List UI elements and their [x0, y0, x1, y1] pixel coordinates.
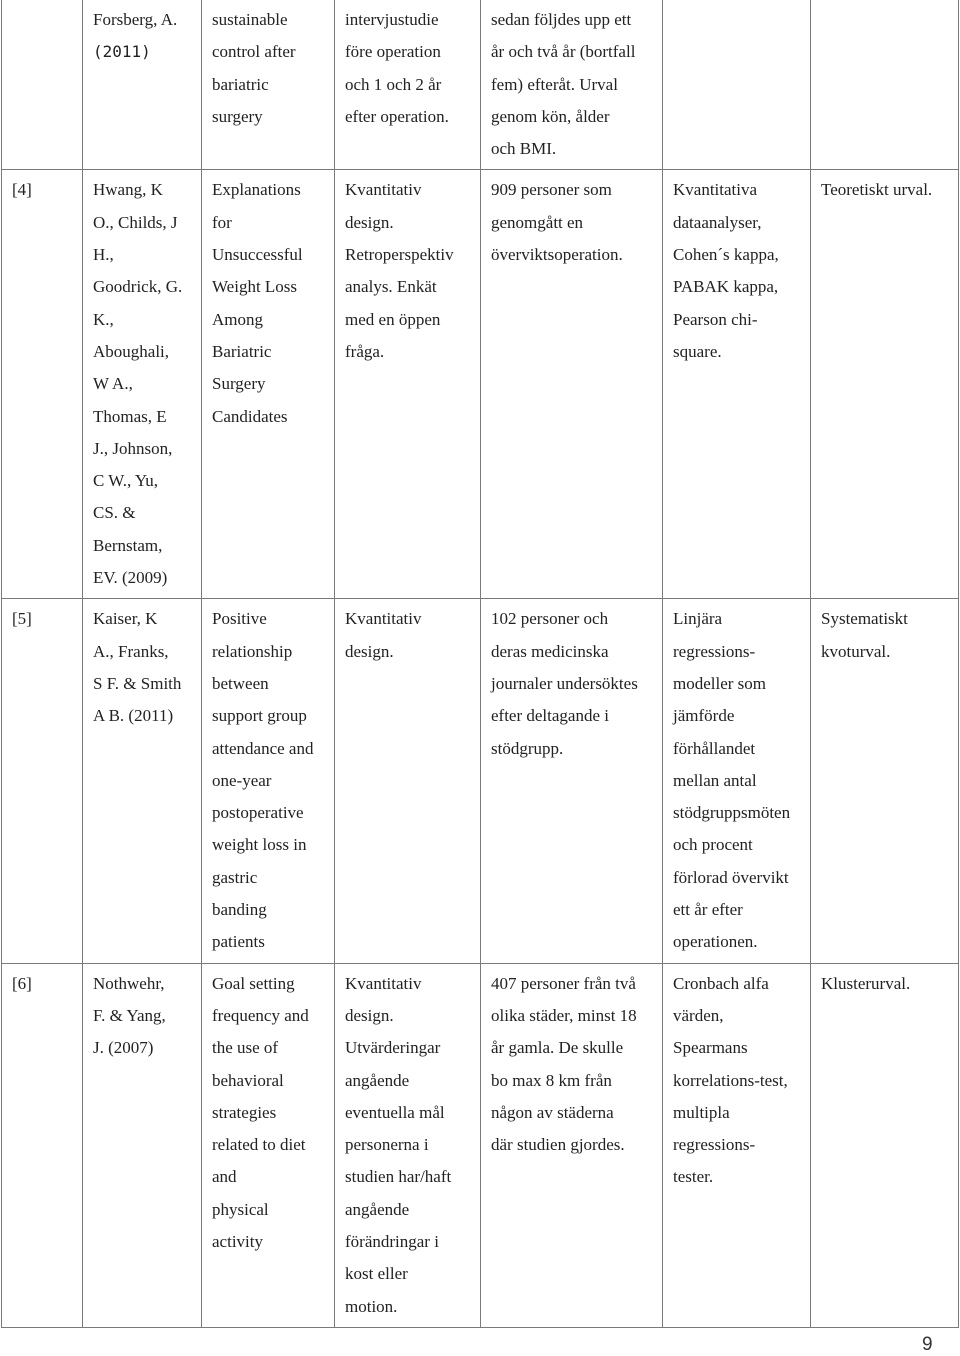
- cell-line: [5]: [12, 609, 32, 629]
- cell-line: attendance and: [212, 738, 314, 758]
- cell-line: design.: [345, 1005, 394, 1025]
- cell-line: operationen.: [673, 932, 758, 952]
- cell-line: Retroperspektiv: [345, 245, 454, 265]
- cell-line: A B. (2011): [93, 706, 174, 726]
- cell-line: mellan antal: [673, 770, 757, 790]
- cell-line: behavioral: [212, 1070, 284, 1090]
- cell-line: [4]: [12, 180, 32, 200]
- cell-line: Candidates: [212, 406, 288, 426]
- cell-line: C W., Yu,: [93, 471, 159, 491]
- cell-line: W A.,: [93, 374, 133, 394]
- cell-line: Kvantitativ: [345, 180, 422, 200]
- cell-line: PABAK kappa,: [673, 277, 779, 297]
- table-cell-sampling: [811, 599, 959, 963]
- cell-line: frequency and: [212, 1005, 309, 1025]
- cell-line: Explanations: [212, 180, 301, 200]
- cell-line: sedan följdes upp ett: [491, 10, 632, 29]
- cell-line: postoperative: [212, 803, 304, 823]
- cell-line: control after: [212, 42, 296, 62]
- cell-line: K.,: [93, 309, 114, 329]
- cell-line: stödgruppsmöten: [673, 803, 791, 823]
- cell-line: analys. Enkät: [345, 277, 437, 297]
- cell-line: motion.: [345, 1296, 398, 1316]
- table-cell-authors: [83, 170, 202, 599]
- cell-line: tester.: [673, 1167, 714, 1187]
- cell-line: O., Childs, J: [93, 212, 178, 232]
- cell-line: (2011): [93, 42, 151, 62]
- cell-line: Aboughali,: [93, 341, 170, 361]
- cell-line: fem) efteråt. Urval: [491, 74, 618, 94]
- cell-line: efter deltagande i: [491, 706, 609, 726]
- cell-line: år gamla. De skulle: [491, 1038, 624, 1058]
- literature-table-body: [2, 0, 959, 1327]
- table-cell-sample: [481, 0, 663, 170]
- cell-line: och BMI.: [491, 139, 557, 159]
- cell-line: värden,: [673, 1005, 724, 1025]
- cell-line: F. & Yang,: [93, 1005, 166, 1025]
- cell-line: strategies: [212, 1102, 277, 1122]
- table-cell-method: [335, 599, 481, 963]
- cell-line: år och två år (bortfall: [491, 42, 636, 62]
- table-cell-method: [335, 963, 481, 1327]
- table-cell-sampling: [811, 963, 959, 1327]
- cell-line: Teoretiskt urval.: [821, 180, 933, 200]
- cell-line: gastric: [212, 867, 258, 887]
- cell-line: Utvärderingar: [345, 1038, 441, 1058]
- table-cell-analysis: [663, 599, 811, 963]
- cell-line: Linjära: [673, 609, 723, 629]
- cell-line: genom kön, ålder: [491, 106, 610, 126]
- cell-line: eventuella mål: [345, 1102, 445, 1122]
- cell-line: förändringar i: [345, 1231, 439, 1251]
- cell-line: modeller som: [673, 673, 767, 693]
- table-row: [2, 599, 959, 963]
- cell-line: deras medicinska: [491, 641, 609, 661]
- table-cell-sample: [481, 170, 663, 599]
- table-cell-title: [202, 0, 335, 170]
- table-cell-sample: [481, 599, 663, 963]
- cell-line: design.: [345, 641, 394, 661]
- cell-line: square.: [673, 341, 722, 361]
- table-cell-method: [335, 0, 481, 170]
- cell-line: 909 personer som: [491, 180, 612, 200]
- cell-line: S F. & Smith: [93, 673, 182, 693]
- cell-line: förlorad övervikt: [673, 867, 789, 887]
- cell-line: förhållandet: [673, 738, 756, 758]
- cell-line: patients: [212, 932, 265, 952]
- cell-line: efter operation.: [345, 106, 449, 126]
- cell-line: related to diet: [212, 1135, 306, 1155]
- table-cell-analysis: [663, 0, 811, 170]
- cell-line: regressions-: [673, 641, 756, 661]
- cell-line: intervjustudie: [345, 10, 439, 29]
- table-cell-analysis: [663, 170, 811, 599]
- cell-line: Hwang, K: [93, 180, 163, 200]
- cell-line: angående: [345, 1199, 410, 1219]
- cell-line: 407 personer från två: [491, 973, 636, 993]
- cell-line: personerna i: [345, 1135, 429, 1155]
- cell-line: Klusterurval.: [821, 973, 911, 993]
- cell-line: någon av städerna: [491, 1102, 614, 1122]
- cell-line: activity: [212, 1231, 263, 1251]
- cell-line: studien har/haft: [345, 1167, 452, 1187]
- cell-line: Spearmans: [673, 1038, 748, 1058]
- cell-line: fråga.: [345, 341, 385, 361]
- cell-line: Kvantitativa: [673, 180, 758, 200]
- cell-line: jämförde: [673, 706, 735, 726]
- cell-line: support group: [212, 706, 307, 726]
- cell-line: före operation: [345, 42, 441, 62]
- cell-line: genomgått en: [491, 212, 584, 232]
- cell-line: kost eller: [345, 1264, 408, 1284]
- cell-line: Cronbach alfa: [673, 973, 769, 993]
- table-cell-title: [202, 170, 335, 599]
- table-cell-ref-number: [2, 599, 83, 963]
- table-cell-analysis: [663, 963, 811, 1327]
- cell-line: weight loss in: [212, 835, 307, 855]
- cell-line: och 1 och 2 år: [345, 74, 442, 94]
- cell-line: Systematiskt: [821, 609, 908, 629]
- table-row: [2, 963, 959, 1327]
- cell-line: for: [212, 212, 232, 232]
- cell-line: journaler undersöktes: [491, 673, 638, 693]
- cell-line: J., Johnson,: [93, 438, 173, 458]
- cell-line: med en öppen: [345, 309, 441, 329]
- cell-line: Pearson chi-: [673, 309, 758, 329]
- cell-line: one-year: [212, 770, 272, 790]
- cell-line: där studien gjordes.: [491, 1135, 625, 1155]
- cell-line: H.,: [93, 245, 114, 265]
- cell-line: Nothwehr,: [93, 973, 165, 993]
- cell-line: relationship: [212, 641, 293, 661]
- cell-line: A., Franks,: [93, 641, 169, 661]
- cell-line: EV. (2009): [93, 568, 168, 588]
- cell-line: regressions-: [673, 1135, 756, 1155]
- cell-line: överviktsoperation.: [491, 245, 623, 265]
- cell-line: Goal setting: [212, 973, 295, 993]
- cell-line: CS. &: [93, 503, 136, 523]
- table-row: [2, 0, 959, 170]
- cell-line: bariatric: [212, 74, 269, 94]
- cell-line: surgery: [212, 106, 263, 126]
- cell-line: 102 personer och: [491, 609, 609, 629]
- literature-table: [1, 0, 959, 1328]
- cell-line: Kvantitativ: [345, 973, 422, 993]
- cell-line: Cohen´s kappa,: [673, 245, 779, 265]
- table-cell-sampling: [811, 0, 959, 170]
- cell-line: Kaiser, K: [93, 609, 158, 629]
- cell-line: Weight Loss: [212, 277, 298, 297]
- cell-line: angående: [345, 1070, 410, 1090]
- table-row: [2, 170, 959, 599]
- cell-line: J. (2007): [93, 1038, 154, 1058]
- cell-line: Forsberg, A.: [93, 10, 178, 29]
- cell-line: och procent: [673, 835, 753, 855]
- cell-line: ett år efter: [673, 900, 743, 920]
- cell-line: [6]: [12, 973, 32, 993]
- cell-line: between: [212, 673, 269, 693]
- cell-line: Goodrick, G.: [93, 277, 183, 297]
- cell-line: kvoturval.: [821, 641, 891, 661]
- page-number: 9: [922, 1334, 933, 1355]
- table-cell-title: [202, 599, 335, 963]
- cell-line: sustainable: [212, 10, 288, 29]
- cell-line: Thomas, E: [93, 406, 167, 426]
- table-cell-ref-number: [2, 170, 83, 599]
- cell-line: dataanalyser,: [673, 212, 762, 232]
- cell-line: physical: [212, 1199, 269, 1219]
- table-cell-ref-number: [2, 0, 83, 170]
- cell-line: Bariatric: [212, 341, 272, 361]
- cell-line: bo max 8 km från: [491, 1070, 612, 1090]
- cell-line: Bernstam,: [93, 535, 163, 555]
- cell-line: design.: [345, 212, 394, 232]
- cell-line: multipla: [673, 1102, 730, 1122]
- table-cell-authors: [83, 963, 202, 1327]
- table-cell-ref-number: [2, 963, 83, 1327]
- cell-line: Among: [212, 309, 263, 329]
- table-cell-sample: [481, 963, 663, 1327]
- cell-line: Positive: [212, 609, 267, 629]
- table-cell-authors: [83, 0, 202, 170]
- cell-line: banding: [212, 900, 267, 920]
- table-cell-sampling: [811, 170, 959, 599]
- cell-line: Surgery: [212, 374, 266, 394]
- cell-line: olika städer, minst 18: [491, 1005, 637, 1025]
- cell-line: korrelations-test,: [673, 1070, 788, 1090]
- cell-line: the use of: [212, 1038, 279, 1058]
- cell-line: stödgrupp.: [491, 738, 564, 758]
- table-cell-title: [202, 963, 335, 1327]
- table-cell-authors: [83, 599, 202, 963]
- table-cell-method: [335, 170, 481, 599]
- cell-line: Unsuccessful: [212, 245, 303, 265]
- cell-line: and: [212, 1167, 237, 1187]
- cell-line: Kvantitativ: [345, 609, 422, 629]
